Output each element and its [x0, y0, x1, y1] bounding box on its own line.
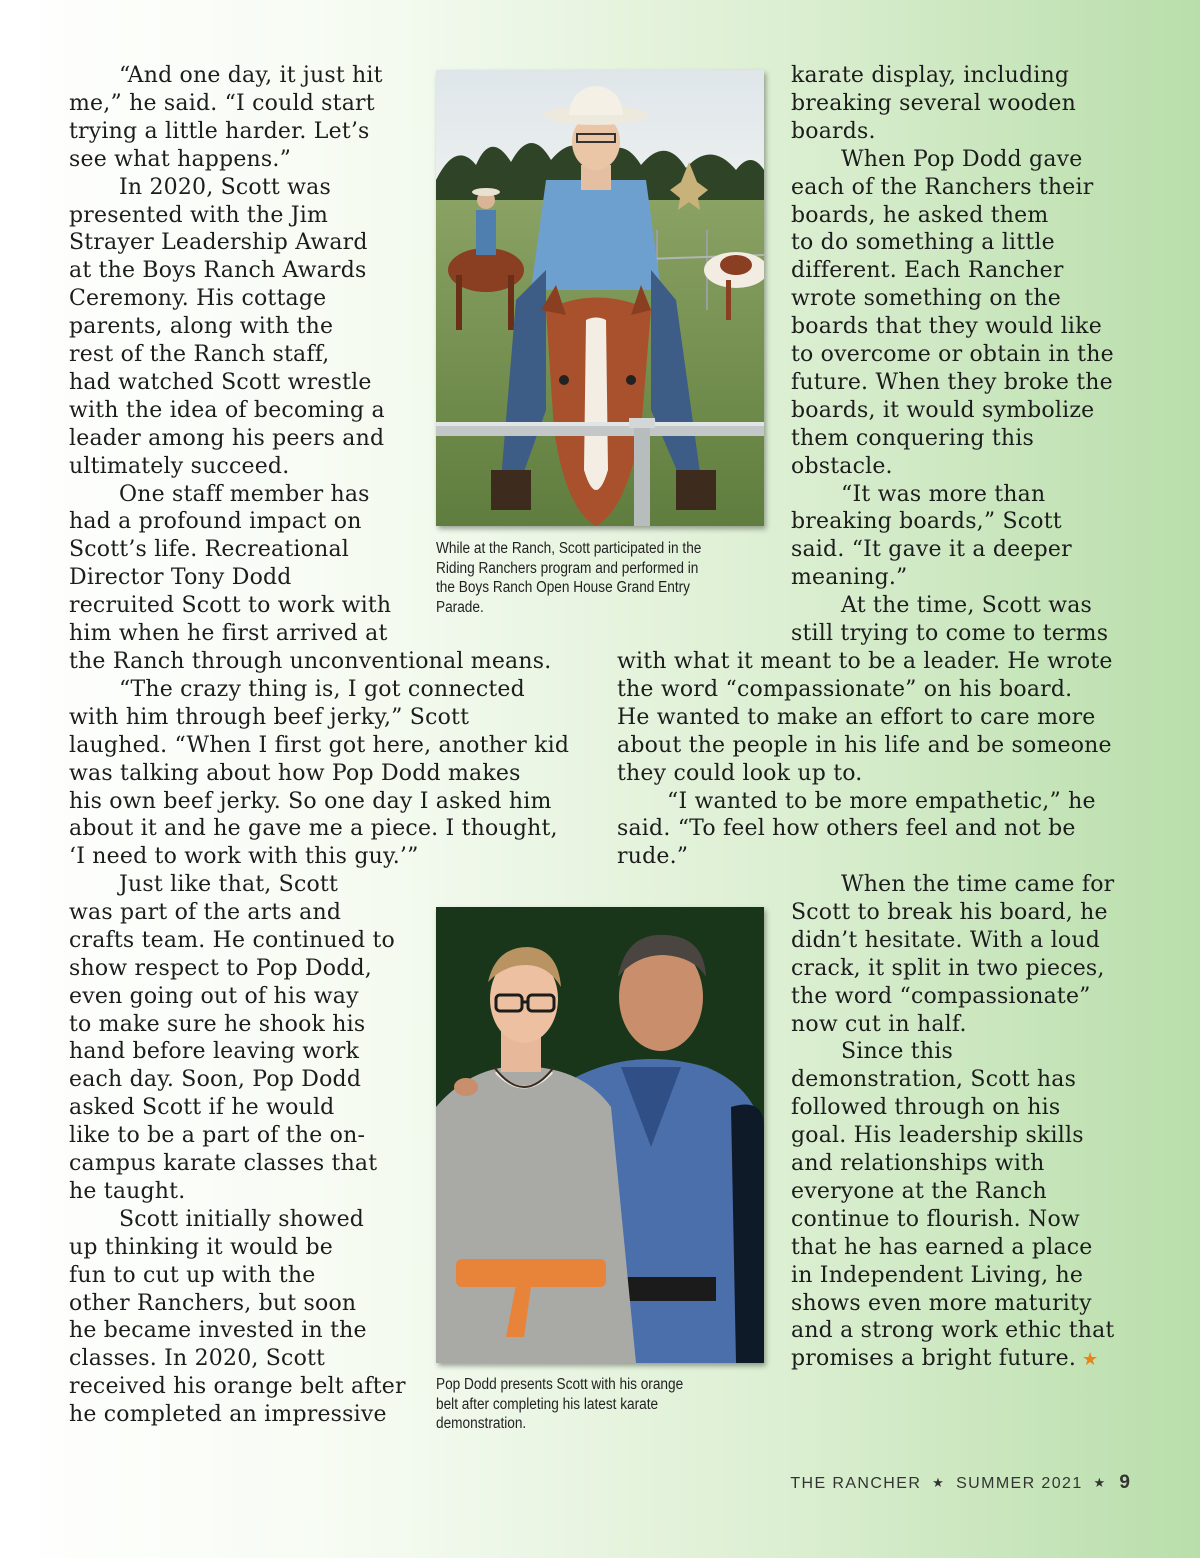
article-line: Scott initially showed — [119, 1206, 365, 1232]
article-line: When Pop Dodd gave — [841, 146, 1083, 172]
caption-line: belt after completing his latest karate — [436, 1395, 659, 1413]
article-line: the word “compassionate” on his board. — [617, 676, 1073, 702]
article-line: to make sure he shook his — [69, 1011, 366, 1037]
article-line: that he has earned a place — [791, 1234, 1093, 1260]
article-line: they could look up to. — [617, 760, 863, 786]
article-line: In 2020, Scott was — [119, 174, 331, 200]
article-line: Director Tony Dodd — [69, 565, 292, 591]
article-line: the Ranch through unconventional means. — [69, 649, 552, 674]
caption-line: Pop Dodd presents Scott with his orange — [436, 1376, 684, 1393]
article-line: wrote something on the — [791, 286, 1061, 312]
article-line: karate display, including — [791, 63, 1070, 88]
article-line: Ceremony. His cottage — [69, 286, 327, 312]
article-line: to do something a little — [791, 230, 1055, 256]
article-line: “I wanted to be more empathetic,” he — [667, 788, 1096, 814]
article-line: campus karate classes that — [69, 1151, 378, 1176]
article-line: he became invested in the — [69, 1318, 367, 1344]
article-line: still trying to come to terms — [791, 621, 1109, 646]
article-line: everyone at the Ranch — [791, 1178, 1047, 1204]
article-line: demonstration, Scott has — [791, 1067, 1077, 1093]
article-line: boards, he asked them — [791, 202, 1049, 228]
article-line: me,” he said. “I could start — [69, 90, 375, 116]
article-line: boards. — [791, 118, 876, 144]
article-line: see what happens.” — [69, 146, 292, 172]
article-line: up thinking it would be — [69, 1234, 334, 1260]
article-line: had a profound impact on — [69, 509, 362, 535]
page-footer — [790, 1472, 1130, 1494]
article-line: promises a bright future. ★ — [791, 1346, 1099, 1372]
article-line: he completed an impressive — [69, 1402, 387, 1428]
article-line: at the Boys Ranch Awards — [69, 258, 367, 284]
article-line: crack, it split in two pieces, — [791, 955, 1105, 981]
article-line: asked Scott if he would — [69, 1095, 335, 1121]
caption-line: demonstration. — [436, 1415, 527, 1432]
article-line: even going out of his way — [69, 983, 359, 1009]
article-line: with the idea of becoming a — [69, 397, 385, 423]
article-line: presented with the Jim — [69, 202, 329, 228]
page-number: 9 — [1119, 1472, 1130, 1493]
article-line: meaning.” — [791, 565, 908, 591]
article-line: with what it meant to be a leader. He wrote — [617, 649, 1113, 674]
article-line: each of the Ranchers their — [791, 174, 1094, 200]
article-line: boards that they would like — [791, 314, 1102, 340]
article-line: breaking boards,” Scott — [791, 509, 1062, 535]
article-line: “It was more than — [841, 481, 1046, 507]
article-line: hand before leaving work — [69, 1039, 360, 1065]
article-line: “The crazy thing is, I got connected — [119, 676, 525, 702]
article-line: ultimately succeed. — [69, 453, 290, 479]
article-line: received his orange belt after — [69, 1374, 406, 1400]
article-line: “And one day, it just hit — [119, 63, 383, 88]
article-line: ‘I need to work with this guy.’” — [69, 844, 419, 870]
article-line: parents, along with the — [69, 314, 334, 340]
star-separator-icon: ★ — [932, 1475, 946, 1490]
article-line: laughed. “When I first got here, another kid — [69, 732, 570, 758]
article-line: Since this — [841, 1039, 953, 1065]
caption-line: the Boys Ranch Open House Grand Entry — [436, 579, 691, 596]
article-line: the word “compassionate” — [791, 983, 1091, 1009]
article-line: rest of the Ranch staff, — [69, 342, 330, 367]
article-line: classes. In 2020, Scott — [69, 1346, 326, 1372]
article-line: Scott’s life. Recreational — [69, 537, 350, 563]
article-line: and relationships with — [791, 1151, 1045, 1176]
article-line: Strayer Leadership Award — [69, 230, 368, 256]
article-line: crafts team. He continued to — [69, 927, 395, 953]
article-line: future. When they broke the — [791, 369, 1113, 395]
caption-line: While at the Ranch, Scott participated in the — [436, 540, 702, 557]
caption-line: Riding Ranchers program and performed in — [436, 559, 699, 577]
article-line: Scott to break his board, he — [791, 899, 1108, 925]
article-line: didn’t hesitate. With a loud — [791, 927, 1101, 953]
article-line: about it and he gave me a piece. I thought, — [69, 816, 558, 842]
article-line: now cut in half. — [791, 1011, 967, 1037]
caption-line: Parade. — [436, 598, 484, 616]
article-line: shows even more maturity — [791, 1290, 1092, 1316]
article-line: leader among his peers and — [69, 425, 385, 451]
article-line: different. Each Rancher — [791, 258, 1064, 284]
article-line: At the time, Scott was — [841, 593, 1093, 619]
photo-pop-dodd-and-scott — [436, 907, 764, 1363]
article-line: him when he first arrived at — [69, 621, 388, 646]
issue-name: SUMMER 2021 — [956, 1475, 1083, 1492]
article-line: One staff member has — [119, 481, 370, 507]
article-line: fun to cut up with the — [69, 1262, 316, 1288]
article-line: he taught. — [69, 1178, 186, 1204]
article-line: When the time came for — [841, 872, 1115, 897]
article-line: with him through beef jerky,” Scott — [69, 704, 470, 730]
article-line: recruited Scott to work with — [69, 593, 392, 619]
publication-name: THE RANCHER — [790, 1475, 922, 1492]
article-line: breaking several wooden — [791, 90, 1076, 116]
article-end-star-icon: ★ — [1082, 1349, 1099, 1371]
article-line: show respect to Pop Dodd, — [69, 955, 372, 981]
article-line: rude.” — [617, 844, 689, 870]
article-line: Just like that, Scott — [119, 872, 339, 897]
article-line: goal. His leadership skills — [791, 1123, 1084, 1149]
article-line: boards, it would symbolize — [791, 397, 1095, 423]
article-line: continue to flourish. Now — [791, 1206, 1080, 1232]
article-line: trying a little harder. Let’s — [69, 118, 370, 144]
photo-scott-on-horse — [436, 70, 764, 526]
article-line: each day. Soon, Pop Dodd — [69, 1067, 362, 1093]
article-line: obstacle. — [791, 453, 893, 479]
article-line: followed through on his — [791, 1095, 1061, 1121]
article-line: said. “It gave it a deeper — [791, 537, 1072, 563]
article-line: his own beef jerky. So one day I asked him — [69, 788, 552, 814]
article-line: like to be a part of the on- — [69, 1123, 366, 1149]
photo-caption-horse — [436, 539, 762, 617]
photo-caption-karate — [436, 1375, 762, 1434]
article-line: was talking about how Pop Dodd makes — [69, 760, 521, 786]
article-line: about the people in his life and be someone — [617, 732, 1112, 758]
article-line: to overcome or obtain in the — [791, 342, 1114, 367]
article-line: other Ranchers, but soon — [69, 1290, 357, 1316]
star-separator-icon: ★ — [1093, 1475, 1107, 1490]
article-line: in Independent Living, he — [791, 1262, 1084, 1288]
article-line: and a strong work ethic that — [791, 1318, 1115, 1344]
article-line: had watched Scott wrestle — [69, 369, 372, 395]
article-line: them conquering this — [791, 425, 1035, 451]
article-line: He wanted to make an effort to care more — [617, 704, 1096, 730]
article-line: said. “To feel how others feel and not be — [617, 816, 1076, 842]
article-line: was part of the arts and — [69, 899, 342, 925]
